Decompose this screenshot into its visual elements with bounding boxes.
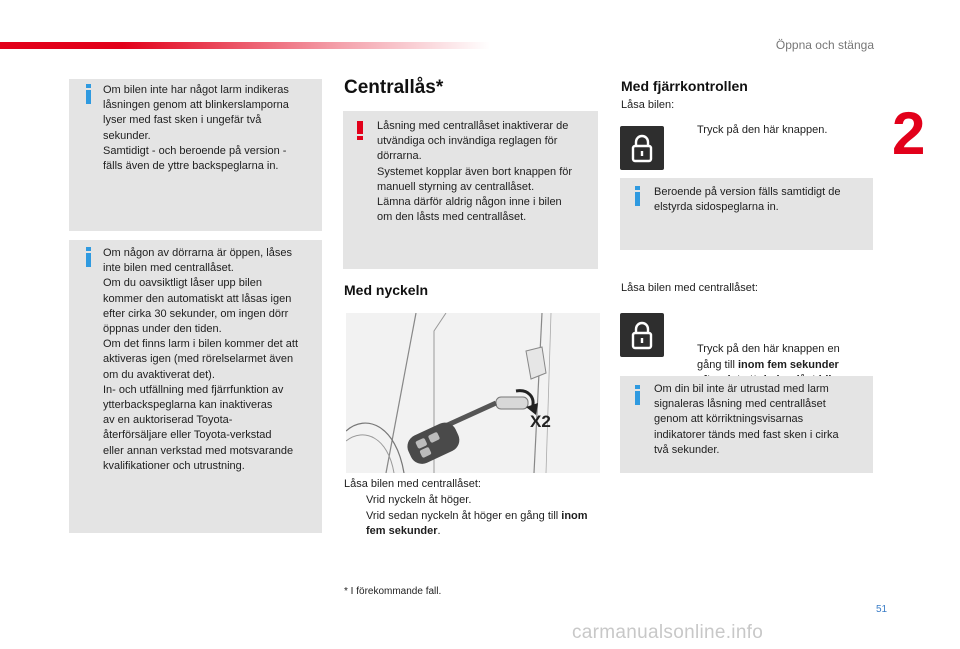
- chapter-number: 2: [892, 100, 926, 167]
- warning-icon: [357, 121, 363, 140]
- info-icon: [86, 84, 91, 104]
- watermark: carmanualsonline.info: [572, 622, 764, 643]
- step-press-lock-again: Tryck på den här knappen en gång till inom fem sekunder: [697, 343, 840, 371]
- step-turn-key: Vrid nyckeln åt höger.: [366, 494, 472, 506]
- warning-text: Låsning med centrallåset inaktiverar de utvändiga och invändiga reglagen för dörrarna. Systemet kopplar även bort knappen för manuell styrning av centrallåset. Lämna därför aldrig någon inne i bilen om den låsts med centrallåset.: [377, 120, 573, 224]
- lock-central-label: Låsa bilen med centrallåset:: [621, 282, 758, 294]
- with-key-title: Med nyckeln: [344, 282, 429, 298]
- info-text-mirrors: Beroende på version fälls samtidigt de elstyrda sidospeglarna in.: [654, 186, 841, 214]
- remote-control-title: Med fjärrkontrollen: [621, 78, 748, 94]
- x2-label: X2: [530, 412, 551, 431]
- key-in-door-illustration: [346, 313, 600, 473]
- info-text-no-alarm: Om bilen inte har något larm indikeras låsningen genom att blinkerslamporna lyser med fast sken i ungefär två sekunder. Samtidigt - och beroende på version - fälls även de yttre backspeglarna in.: [103, 84, 289, 173]
- lock-car-label: Låsa bilen:: [621, 99, 675, 111]
- page-number: 51: [876, 604, 888, 615]
- step-turn-key-again: Vrid sedan nyckeln åt höger en gång till inom fem sekunder.: [366, 510, 588, 538]
- lock-with-key-intro: Låsa bilen med centrallåset:: [344, 478, 481, 490]
- info-text-door-open: Om någon av dörrarna är öppen, låses inte bilen med centrallåset. Om du oavsiktligt låser upp bilen kommer den automatiskt att låsas igen efter cirka 30 sekunder, om ingen dörr öppnas under den tiden. Om det finns larm i bilen kommer det att aktiveras igen (med rörelselarmet även om du avaktiverat det). In- och utfällning med fjärrfunktion av ytterbackspeglarna kan inaktiveras av en auktoriserad Toyota- återförsäljare eller Toyota-verkstad eller annan verkstad med motsvarande kvalifikationer och utrustning.: [103, 247, 299, 472]
- step-press-lock: Tryck på den här knappen.: [697, 124, 828, 136]
- info-text-signal: Om din bil inte är utrustad med larm signaleras låsning med centrallåset genom att körriktningsvisarnas indikatorer tänds med fast sken i cirka två sekunder.: [654, 383, 839, 456]
- header-accent-bar: [0, 42, 490, 49]
- info-icon: [635, 385, 640, 405]
- lock-button-icon: [620, 126, 664, 170]
- lock-button-icon: [620, 313, 664, 357]
- info-icon: [86, 247, 91, 267]
- info-icon: [635, 186, 640, 206]
- central-locking-title: Centrallås*: [344, 77, 444, 98]
- section-title: Öppna och stänga: [775, 38, 874, 52]
- footnote: * I förekommande fall.: [344, 586, 442, 597]
